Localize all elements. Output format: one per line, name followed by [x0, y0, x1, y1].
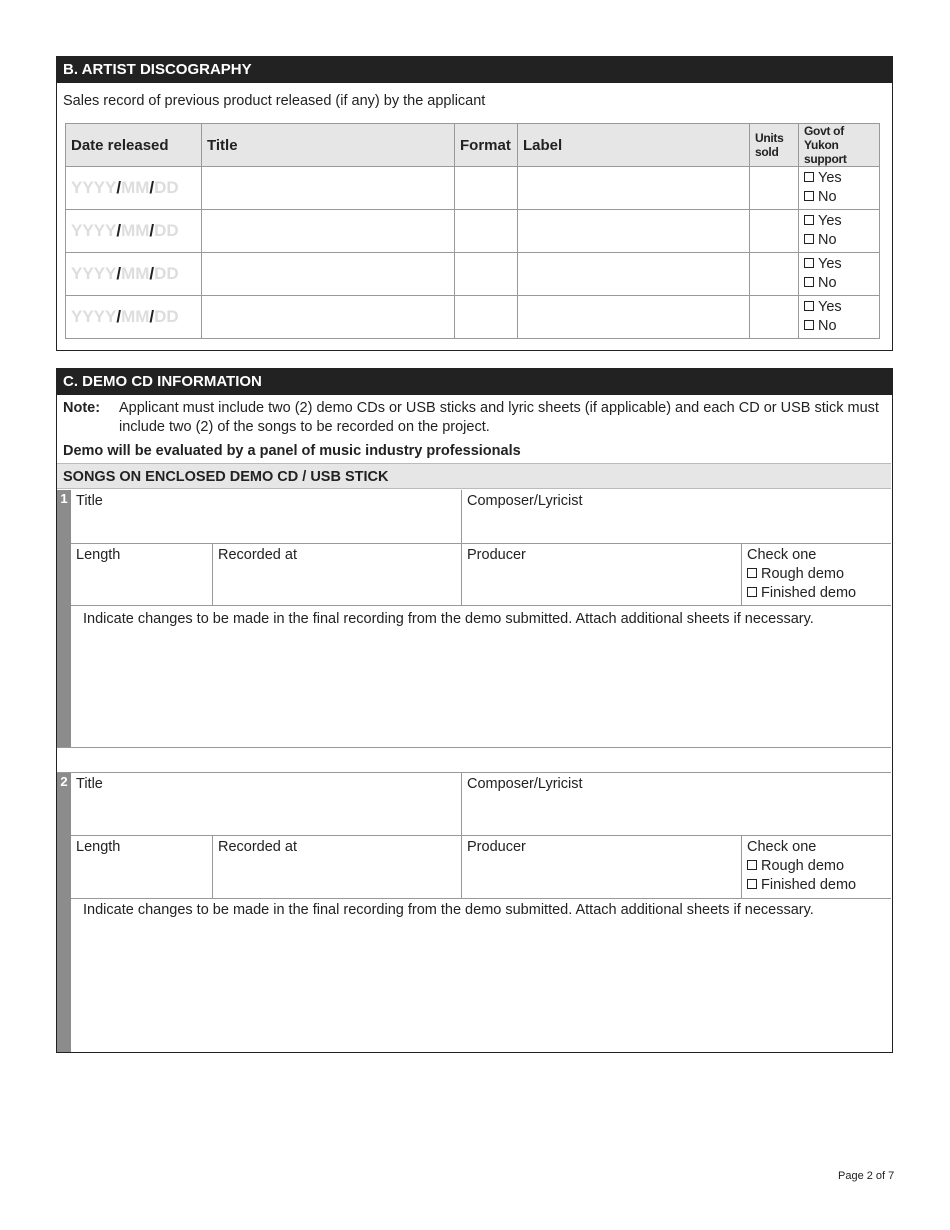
- changes-textarea[interactable]: [71, 898, 891, 1052]
- composer-label: Composer/Lyricist: [467, 776, 583, 792]
- yyyy: YYYY: [71, 307, 117, 326]
- demo-type-group: [741, 835, 891, 898]
- song-block-2: [57, 773, 891, 1052]
- title-field[interactable]: [202, 210, 455, 253]
- units-sold-field[interactable]: [750, 253, 799, 296]
- col-support-line1: Govt of Yukon: [804, 124, 844, 152]
- yyyy: YYYY: [71, 264, 117, 283]
- col-govt-support: [799, 124, 880, 167]
- changes-label: Indicate changes to be made in the final recording from the demo submitted. Attach additional sheets if necessary.: [83, 611, 814, 627]
- no-checkbox[interactable]: [804, 191, 814, 201]
- slash: /: [116, 307, 122, 326]
- table-row: [66, 296, 880, 339]
- yes-label: Yes: [818, 256, 842, 272]
- slash: /: [116, 221, 122, 240]
- composer-lyricist-field[interactable]: [461, 490, 891, 543]
- recorded-at-field[interactable]: [212, 543, 462, 605]
- yyyy: YYYY: [71, 178, 117, 197]
- date-released-field[interactable]: [66, 253, 202, 296]
- units-sold-field[interactable]: [750, 167, 799, 210]
- section-b-title: B. ARTIST DISCOGRAPHY: [57, 57, 892, 83]
- length-field[interactable]: [71, 835, 213, 898]
- mm: MM: [121, 307, 150, 326]
- finished-demo-label: Finished demo: [761, 877, 857, 893]
- section-demo-cd-information: [56, 368, 893, 1053]
- no-label: No: [818, 275, 837, 291]
- composer-label: Composer/Lyricist: [467, 493, 583, 509]
- slash: /: [116, 264, 122, 283]
- section-c-title: C. DEMO CD INFORMATION: [57, 369, 892, 395]
- yes-checkbox[interactable]: [804, 172, 814, 182]
- dd: DD: [154, 221, 179, 240]
- govt-support-cell: [799, 167, 880, 210]
- recorded-at-label: Recorded at: [218, 547, 297, 563]
- title-label: Title: [76, 493, 103, 509]
- units-sold-field[interactable]: [750, 296, 799, 339]
- check-one-label: Check one: [747, 547, 817, 563]
- section-b-subtitle: Sales record of previous product released (if any) by the applicant: [63, 93, 486, 109]
- col-support-line2: support: [804, 152, 847, 166]
- col-label: Label: [518, 124, 750, 167]
- discography-header-row: [66, 124, 880, 167]
- producer-label: Producer: [467, 547, 526, 563]
- label-field[interactable]: [518, 296, 750, 339]
- format-field[interactable]: [455, 210, 518, 253]
- table-row: [66, 253, 880, 296]
- rough-demo-checkbox[interactable]: [747, 568, 757, 578]
- yes-checkbox[interactable]: [804, 215, 814, 225]
- col-format: Format: [455, 124, 518, 167]
- title-field[interactable]: [202, 296, 455, 339]
- units-sold-field[interactable]: [750, 210, 799, 253]
- label-field[interactable]: [518, 253, 750, 296]
- govt-support-cell: [799, 253, 880, 296]
- composer-lyricist-field[interactable]: [461, 773, 891, 835]
- col-units-sold: [750, 124, 799, 167]
- yes-checkbox[interactable]: [804, 301, 814, 311]
- col-units-line2: sold: [755, 145, 779, 159]
- section-artist-discography: [56, 56, 893, 351]
- table-row: [66, 210, 880, 253]
- date-released-field[interactable]: [66, 167, 202, 210]
- discography-table: [65, 123, 880, 339]
- no-label: No: [818, 189, 837, 205]
- song-block-1: [57, 490, 891, 747]
- col-units-line1: Units: [755, 131, 784, 145]
- title-field[interactable]: [202, 253, 455, 296]
- slash: /: [149, 178, 155, 197]
- song-title-field[interactable]: [71, 773, 462, 835]
- mm: MM: [121, 221, 150, 240]
- changes-label: Indicate changes to be made in the final recording from the demo submitted. Attach additional sheets if necessary.: [83, 902, 814, 918]
- songs-header: SONGS ON ENCLOSED DEMO CD / USB STICK: [57, 463, 891, 489]
- no-checkbox[interactable]: [804, 234, 814, 244]
- table-row: [66, 167, 880, 210]
- rough-demo-label: Rough demo: [761, 566, 845, 582]
- rough-demo-label: Rough demo: [761, 858, 845, 874]
- label-field[interactable]: [518, 167, 750, 210]
- demo-type-group: [741, 543, 891, 605]
- format-field[interactable]: [455, 167, 518, 210]
- finished-demo-checkbox[interactable]: [747, 587, 757, 597]
- date-released-field[interactable]: [66, 210, 202, 253]
- check-one-label: Check one: [747, 839, 817, 855]
- label-field[interactable]: [518, 210, 750, 253]
- format-field[interactable]: [455, 253, 518, 296]
- finished-demo-label: Finished demo: [761, 585, 857, 601]
- format-field[interactable]: [455, 296, 518, 339]
- song-number: 1: [57, 490, 71, 747]
- recorded-at-label: Recorded at: [218, 839, 297, 855]
- col-title: Title: [202, 124, 455, 167]
- no-checkbox[interactable]: [804, 320, 814, 330]
- note-label: Note:: [63, 400, 101, 416]
- no-label: No: [818, 318, 837, 334]
- yes-checkbox[interactable]: [804, 258, 814, 268]
- date-released-field[interactable]: [66, 296, 202, 339]
- yes-label: Yes: [818, 213, 842, 229]
- length-label: Length: [76, 547, 121, 563]
- slash: /: [149, 221, 155, 240]
- song-number: 2: [57, 773, 71, 1052]
- no-label: No: [818, 232, 837, 248]
- song-spacer: [57, 747, 891, 773]
- no-checkbox[interactable]: [804, 277, 814, 287]
- slash: /: [149, 264, 155, 283]
- slash: /: [149, 307, 155, 326]
- slash: /: [116, 178, 122, 197]
- govt-support-cell: [799, 296, 880, 339]
- producer-field[interactable]: [461, 543, 742, 605]
- dd: DD: [154, 307, 179, 326]
- recorded-at-field[interactable]: [212, 835, 462, 898]
- finished-demo-checkbox[interactable]: [747, 879, 757, 889]
- title-label: Title: [76, 776, 103, 792]
- mm: MM: [121, 264, 150, 283]
- note-text: Applicant must include two (2) demo CDs or USB sticks and lyric sheets (if applicable) and each CD or USB stick must include two (2) of the songs to be recorded on the project.: [119, 400, 879, 435]
- dd: DD: [154, 264, 179, 283]
- govt-support-cell: [799, 210, 880, 253]
- page-number: Page 2 of 7: [838, 1170, 895, 1182]
- changes-textarea[interactable]: [71, 605, 891, 748]
- title-field[interactable]: [202, 167, 455, 210]
- dd: DD: [154, 178, 179, 197]
- mm: MM: [121, 178, 150, 197]
- yyyy: YYYY: [71, 221, 117, 240]
- yes-label: Yes: [818, 299, 842, 315]
- length-label: Length: [76, 839, 121, 855]
- producer-label: Producer: [467, 839, 526, 855]
- producer-field[interactable]: [461, 835, 742, 898]
- length-field[interactable]: [71, 543, 213, 605]
- demo-evaluation-note: Demo will be evaluated by a panel of music industry professionals: [63, 443, 521, 459]
- rough-demo-checkbox[interactable]: [747, 860, 757, 870]
- yes-label: Yes: [818, 170, 842, 186]
- song-title-field[interactable]: [71, 490, 462, 543]
- col-date-released: Date released: [66, 124, 202, 167]
